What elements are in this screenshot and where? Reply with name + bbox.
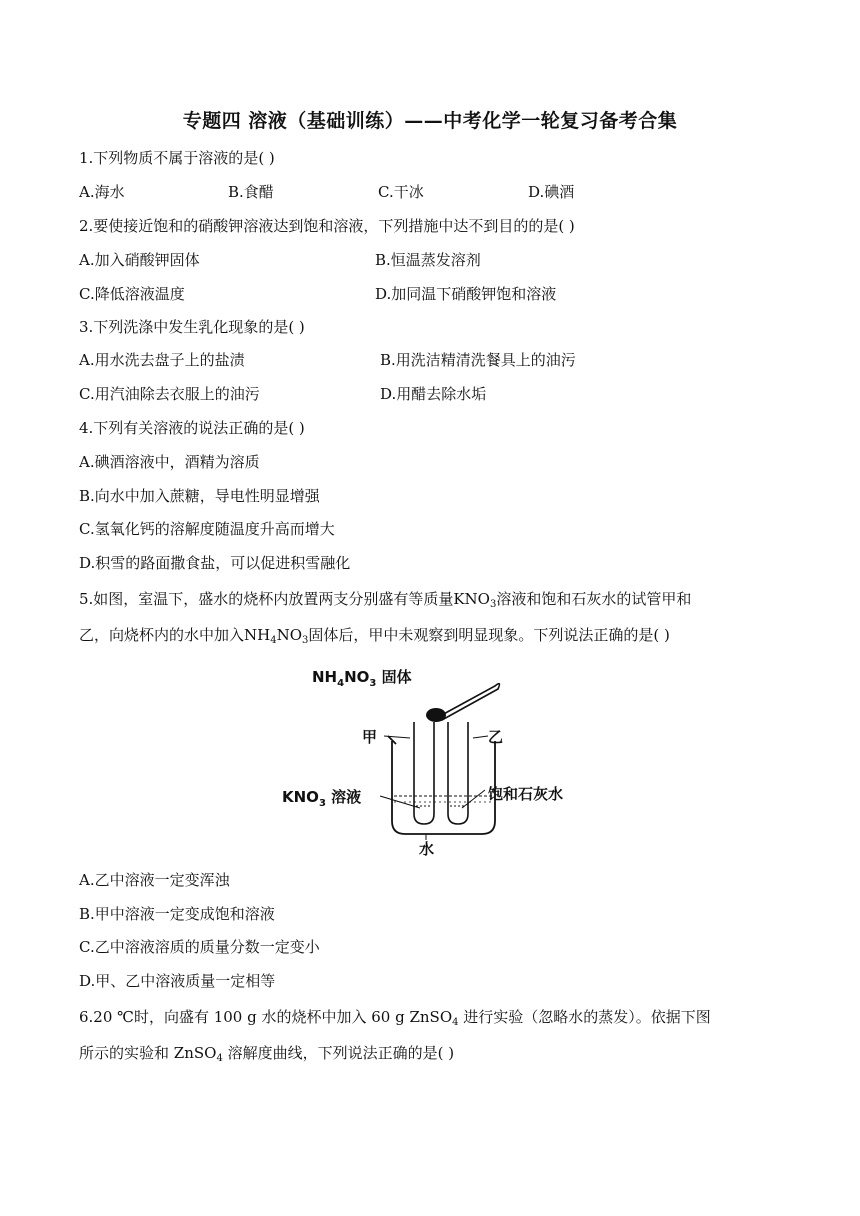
question-6-stem-line-1 [79,1007,711,1027]
question-3-stem: 3.下列洗涤中发生乳化现象的是( ) [79,318,305,336]
test-tube-yi [448,722,468,824]
question-2-option-d: D.加同温下硝酸钾饱和溶液 [375,285,557,303]
page-title: 专题四 溶液（基础训练）——中考化学一轮复习备考合集 [182,110,678,132]
question-5-stem-line-1 [79,589,691,609]
spoon-handle [440,684,499,720]
question-2-stem: 2.要使接近饱和的硝酸钾溶液达到饱和溶液，下列措施中达不到目的的是( ) [79,217,575,235]
question-2-option-b: B.恒温蒸发溶剂 [375,251,481,269]
q6-text: 进行实验（忽略水的蒸发）。依据下图 [458,1008,711,1026]
q6-text: 6.20 ℃时，向盛有 100 g 水的烧杯中加入 60 g ZnSO [79,1008,453,1026]
question-2-option-a: A.加入硝酸钾固体 [79,251,200,269]
q5-text: 乙，向烧杯内的水中加入 [79,626,245,644]
q5-text: 溶液和饱和石灰水的试管甲和 [496,590,692,608]
question-1-stem: 1.下列物质不属于溶液的是( ) [79,149,275,167]
question-1-option-a: A.海水 [79,183,125,201]
question-5-option-c: C.乙中溶液溶质的质量分数一定变小 [79,938,320,956]
question-4-option-a: A.碘酒溶液中，酒精为溶质 [79,453,260,471]
question-4-option-b: B.向水中加入蔗糖，导电性明显增强 [79,487,320,505]
question-3-option-c: C.用汽油除去衣服上的油污 [79,385,260,403]
question-6-stem-line-2 [79,1043,454,1063]
beaker-experiment-figure [270,656,600,856]
formula-nh4no3: $NH_4NO_3$ [244,626,309,646]
question-1-option-b: B.食醋 [228,183,274,201]
spoon-bowl-with-solid [426,708,446,722]
question-3-option-a: A.用水洗去盘子上的盐渍 [79,351,245,369]
figure-label-kno3-solution: $KNO_3$ 溶液 [282,788,362,809]
subscript: 4 [452,1017,459,1028]
q5-text: 固体后，甲中未观察到明显现象。下列说法正确的是( ) [308,626,670,644]
question-4-stem: 4.下列有关溶液的说法正确的是( ) [79,419,305,437]
question-5-option-a: A.乙中溶液一定变浑浊 [79,871,230,889]
figure-label-saturated-limewater: 饱和石灰水 [488,785,564,803]
question-3-option-b: B.用洗洁精清洗餐具上的油污 [380,351,576,369]
subscript: 4 [216,1053,223,1064]
question-5-stem-line-2 [79,625,670,645]
question-3-option-d: D.用醋去除水垢 [380,385,487,403]
figure-label-nh4no3-solid: $NH_4NO_3$ 固体 [312,668,412,689]
leader-line-yi [473,736,488,738]
leader-line-limewater [462,790,485,808]
question-1-option-c: C.干冰 [378,183,424,201]
figure-label-water: 水 [419,840,435,856]
formula-kno3: $KNO_3$ [453,590,497,610]
figure-label-jia: 甲 [362,728,378,746]
test-tube-jia [414,722,434,824]
q6-text: 溶解度曲线，下列说法正确的是( ) [222,1044,455,1062]
beaker-outline [392,741,495,834]
question-4-option-c: C.氢氧化钙的溶解度随温度升高而增大 [79,520,335,538]
question-5-option-d: D.甲、乙中溶液质量一定相等 [79,972,276,990]
q5-text: 5.如图，室温下，盛水的烧杯内放置两支分别盛有等质量 [79,590,454,608]
question-1-option-d: D.碘酒 [528,183,575,201]
question-4-option-d: D.积雪的路面撒食盐，可以促进积雪融化 [79,554,351,572]
figure-label-yi: 乙 [488,728,504,746]
question-2-option-c: C.降低溶液温度 [79,285,185,303]
question-5-option-b: B.甲中溶液一定变成饱和溶液 [79,905,275,923]
q6-text: 所示的实验和 ZnSO [79,1044,217,1062]
